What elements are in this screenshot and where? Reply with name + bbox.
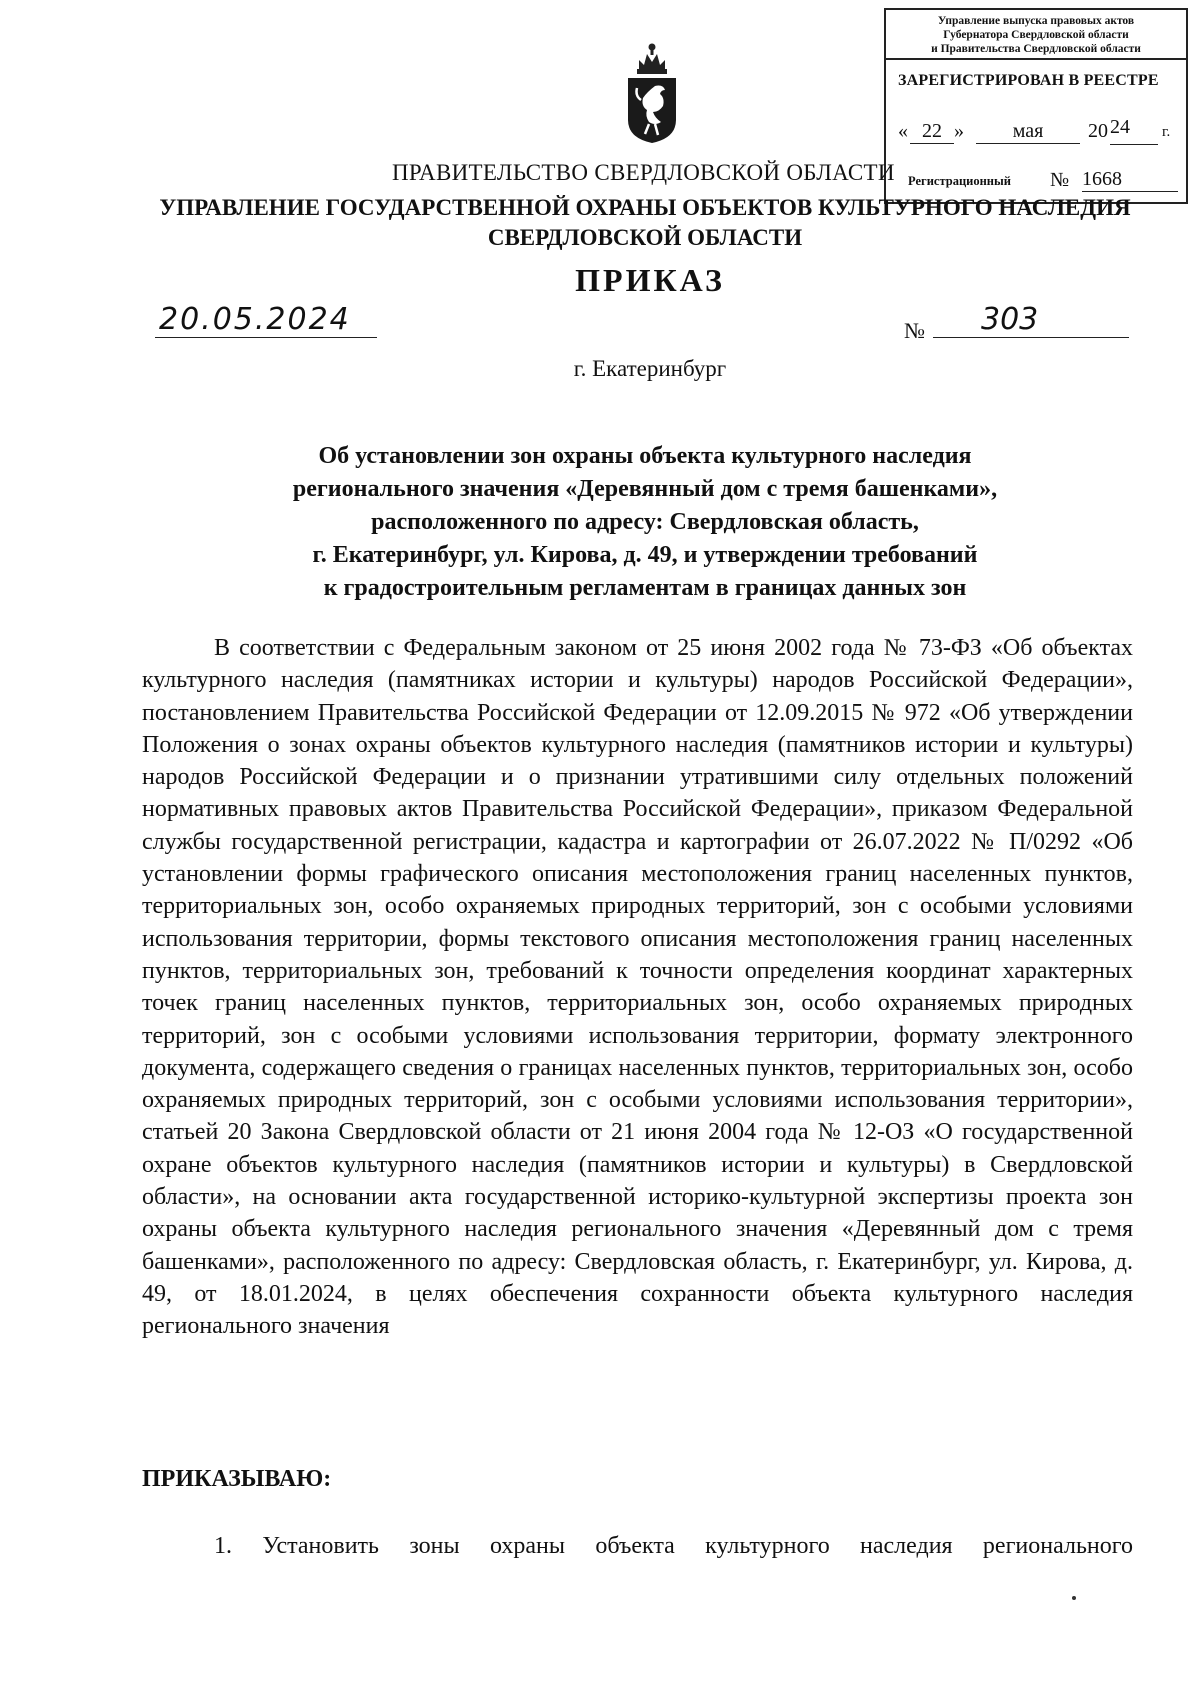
stamp-year-suffix: 24: [1110, 116, 1158, 145]
stamp-quote-close: »: [954, 120, 964, 142]
handwritten-order-number: 303: [933, 302, 1129, 338]
stamp-header-line: и Правительства Свердловской области: [931, 43, 1141, 55]
stamp-header-line: Губернатора Свердловской области: [943, 29, 1129, 41]
stamp-year-prefix: 20: [1088, 120, 1108, 142]
city: г. Екатеринбург: [573, 356, 727, 381]
title-line: г. Екатеринбург, ул. Кирова, д. 49, и утверждении требований: [312, 542, 978, 568]
government-name: ПРАВИТЕЛЬСТВО СВЕРДЛОВСКОЙ ОБЛАСТИ: [392, 160, 895, 185]
department-name-line1: УПРАВЛЕНИЕ ГОСУДАРСТВЕННОЙ ОХРАНЫ ОБЪЕКТОВ КУЛЬТУРНОГО НАСЛЕДИЯ: [159, 195, 1131, 220]
order-directive: ПРИКАЗЫВАЮ:: [142, 1466, 332, 1492]
stamp-month: мая: [976, 120, 1080, 144]
handwritten-date: 20.05.2024: [155, 302, 377, 338]
stamp-number-label: Регистрационный: [908, 174, 1011, 188]
registration-stamp: [884, 8, 1188, 204]
stamp-number-sign: №: [1050, 169, 1070, 191]
title-line: регионального значения «Деревянный дом с тремя башенками»,: [292, 476, 998, 502]
stamp-header: [886, 10, 1186, 60]
sverdlovsk-coat-of-arms-icon: [625, 40, 679, 144]
stamp-registered-label: ЗАРЕГИСТРИРОВАН В РЕЕСТРЕ: [898, 72, 1159, 89]
preamble-paragraph: В соответствии с Федеральным законом от 25 июня 2002 года № 73-ФЗ «Об объектах культурного наследия (памятниках истории и культуры) народов Российской Федерации», постановлением Правительства Российской Федерации от 12.09.2015 № 972 «Об утверждении Положения о зонах охраны объектов культурного наследия (памятников истории и культуры) народов Российской Федерации и о признании утратившими силу отдельных положений нормативных правовых актов Правительства Российской Федерации», приказом Федеральной службы государственной регистрации, кадастра и картографии от 26.07.2022 № П/0292 «Об установлении формы графического описания местоположения границ населенных пунктов, территориальных зон, особо охраняемых природных территорий, зон с особыми условиями использования территории, формы текстового описания местоположения границ населенных пунктов, территориальных зон, требований к точности определения координат характерных точек границ населенных пунктов, территориальных зон, особо охраняемых природных территорий, зон с особыми условиями использования территории, формату электронного документа, содержащего сведения о границах населенных пунктов, территориальных зон, особо охраняемых природных территорий, зон с особыми условиями использования территории», статьей 20 Закона Свердловской области от 21 июня 2004 года № 12-ОЗ «О государственной охране объектов культурного наследия (памятников истории и культуры) в Свердловской области», на основании акта государственной историко-культурной экспертизы проекта зон охраны объекта культурного наследия регионального значения «Деревянный дом с тремя башенками», расположенного по адресу: Свердловская область, г. Екатеринбург, ул. Кирова, д. 49, от 18.01.2024, в целях обеспечения сохранности объекта культурного наследия регионального значения: [142, 635, 1133, 1340]
title-line: расположенного по адресу: Свердловская область,: [371, 509, 919, 535]
title-line: Об установлении зон охраны объекта культурного наследия: [318, 443, 972, 469]
order-item-1: 1. Установить зоны охраны объекта культурного наследия регионального: [214, 1533, 1133, 1559]
stamp-registration-number: 1668: [1082, 168, 1178, 192]
stamp-date: [896, 116, 1181, 146]
stamp-day: 22: [910, 120, 954, 144]
document-title: [150, 440, 1140, 605]
stamp-quote-open: «: [898, 120, 908, 142]
stamp-header-line: Управление выпуска правовых актов: [937, 15, 1135, 27]
title-line: к градостроительным регламентам в границах данных зон: [323, 575, 967, 601]
scan-speck: [1072, 1596, 1076, 1600]
document-type: ПРИКАЗ: [575, 262, 725, 298]
order-number-sign: №: [904, 318, 925, 343]
department-name-line2: СВЕРДЛОВСКОЙ ОБЛАСТИ: [487, 225, 803, 250]
stamp-year-unit: г.: [1162, 124, 1171, 140]
